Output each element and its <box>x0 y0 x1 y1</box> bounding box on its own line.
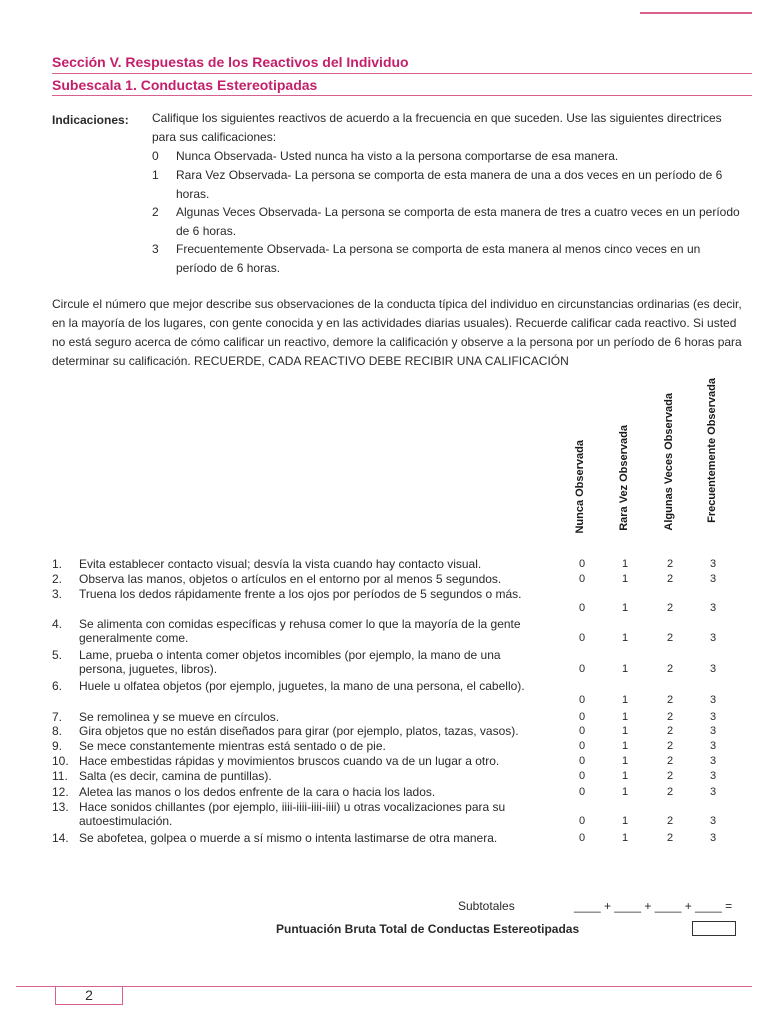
criterion-number: 3 <box>152 242 159 256</box>
column-header-nunca: Nunca Observada <box>574 440 586 534</box>
score-option-1[interactable]: 1 <box>621 558 629 570</box>
item-text: Se remolinea y se mueve en círculos. <box>79 710 280 724</box>
score-option-3[interactable]: 3 <box>709 725 717 737</box>
top-accent-line <box>640 12 752 14</box>
subtotal-blanks[interactable]: ____ + ____ + ____ + ____ = <box>574 899 733 913</box>
score-option-0[interactable]: 0 <box>578 725 586 737</box>
item-text: Truena los dedos rápidamente frente a los ojos por períodos de 5 segundos o más. <box>79 587 522 601</box>
item-text: Huele u olfatea objetos (por ejemplo, juguetes, la mano de una persona, el cabello). <box>79 679 525 693</box>
score-option-1[interactable]: 1 <box>621 815 629 827</box>
score-option-1[interactable]: 1 <box>621 725 629 737</box>
score-option-0[interactable]: 0 <box>578 770 586 782</box>
criterion-text: Algunas Veces Observada- La persona se comporta de esta manera de tres a cuatro veces en un período de 6 horas. <box>176 205 740 238</box>
score-option-3[interactable]: 3 <box>709 602 717 614</box>
score-option-1[interactable]: 1 <box>621 663 629 675</box>
criterion-number: 0 <box>152 149 159 163</box>
instructions-paragraph: Circule el número que mejor describe sus observaciones de la conducta típica del individuo en circunstancias ordinarias (es decir, en la mayoría de los lugares, con gente conocida y en las actividades diarias usuales). Recuerde calificar cada reactivo. Si usted no está seguro acerca de cómo calificar un reactivo, demore la calificación y observe a la persona por un período de 6 horas para determinar su calificación. RECUERDE, CADA REACTIVO DEBE RECIBIR UNA CALIFICACIÓN <box>52 297 742 368</box>
total-score-label: Puntuación Bruta Total de Conductas Estereotipadas <box>276 922 580 936</box>
item-text: Gira objetos que no están diseñados para girar (por ejemplo, platos, tazas, vasos). <box>79 724 519 738</box>
column-header-algunas-veces: Algunas Veces Observada <box>663 393 675 531</box>
score-option-2[interactable]: 2 <box>666 711 674 723</box>
score-option-3[interactable]: 3 <box>709 573 717 585</box>
section-divider <box>52 73 752 74</box>
column-header-rara-vez: Rara Vez Observada <box>618 425 630 531</box>
score-option-0[interactable]: 0 <box>578 663 586 675</box>
score-option-2[interactable]: 2 <box>666 770 674 782</box>
item-number: 4. <box>52 617 63 631</box>
item-number: 11. <box>52 769 68 783</box>
item-number: 14. <box>52 831 69 845</box>
subtotals-label: Subtotales <box>458 899 515 913</box>
item-text: Hace sonidos chillantes (por ejemplo, iiii-iiii-iiii-iiii) u otras vocalizaciones para su autoestimulación. <box>79 800 506 828</box>
item-number: 6. <box>52 679 63 693</box>
score-option-0[interactable]: 0 <box>578 558 586 570</box>
item-text: Salta (es decir, camina de puntillas). <box>79 769 272 783</box>
item-number: 13. <box>52 800 69 814</box>
score-option-3[interactable]: 3 <box>709 694 717 706</box>
score-option-3[interactable]: 3 <box>709 770 717 782</box>
item-number: 3. <box>52 587 63 601</box>
score-option-0[interactable]: 0 <box>578 602 586 614</box>
score-option-2[interactable]: 2 <box>666 573 674 585</box>
score-option-0[interactable]: 0 <box>578 694 586 706</box>
score-option-2[interactable]: 2 <box>666 740 674 752</box>
score-option-2[interactable]: 2 <box>666 786 674 798</box>
score-option-3[interactable]: 3 <box>709 663 717 675</box>
item-number: 7. <box>52 710 63 724</box>
score-option-3[interactable]: 3 <box>709 815 717 827</box>
item-number: 1. <box>52 557 63 571</box>
subscale-title: Subescala 1. Conductas Estereotipadas <box>52 77 318 93</box>
score-option-0[interactable]: 0 <box>578 832 586 844</box>
criterion-text: Rara Vez Observada- La persona se comporta de esta manera de una a dos veces en un período de 6 horas. <box>176 168 723 201</box>
score-option-0[interactable]: 0 <box>578 740 586 752</box>
score-option-2[interactable]: 2 <box>666 832 674 844</box>
item-number: 8. <box>52 724 63 738</box>
score-option-1[interactable]: 1 <box>621 832 629 844</box>
score-option-0[interactable]: 0 <box>578 755 586 767</box>
item-number: 2. <box>52 572 63 586</box>
item-text: Se alimenta con comidas específicas y rehusa comer lo que la mayoría de la gente generalmente come. <box>79 617 521 645</box>
score-option-1[interactable]: 1 <box>621 573 629 585</box>
page-number: 2 <box>55 986 123 1005</box>
total-score-box[interactable] <box>692 921 736 936</box>
criterion-text: Frecuentemente Observada- La persona se comporta de esta manera al menos cinco veces en un período de 6 horas. <box>176 242 701 275</box>
item-number: 12. <box>52 785 69 799</box>
item-text: Aletea las manos o los dedos enfrente de la cara o hacia los lados. <box>79 785 436 799</box>
item-text: Evita establecer contacto visual; desvía la vista cuando hay contacto visual. <box>79 557 482 571</box>
score-option-1[interactable]: 1 <box>621 602 629 614</box>
score-option-1[interactable]: 1 <box>621 786 629 798</box>
score-option-3[interactable]: 3 <box>709 740 717 752</box>
score-option-2[interactable]: 2 <box>666 694 674 706</box>
section-title: Sección V. Respuestas de los Reactivos del Individuo <box>52 54 409 70</box>
score-option-1[interactable]: 1 <box>621 770 629 782</box>
item-number: 10. <box>52 754 69 768</box>
instructions-text: Califique los siguientes reactivos de acuerdo a la frecuencia en que suceden. Use las siguientes directrices para sus calificaciones: <box>152 111 722 144</box>
item-text: Se abofetea, golpea o muerde a sí mismo o intenta lastimarse de otra manera. <box>79 831 498 845</box>
instructions-label: Indicaciones: <box>52 113 129 127</box>
score-option-3[interactable]: 3 <box>709 786 717 798</box>
score-option-1[interactable]: 1 <box>621 755 629 767</box>
criterion-text: Nunca Observada- Usted nunca ha visto a la persona comportarse de esa manera. <box>176 149 619 163</box>
column-header-frecuentemente: Frecuentemente Observada <box>706 378 718 523</box>
score-option-2[interactable]: 2 <box>666 558 674 570</box>
score-option-2[interactable]: 2 <box>666 755 674 767</box>
subscale-divider <box>52 95 752 96</box>
score-option-3[interactable]: 3 <box>709 755 717 767</box>
score-option-1[interactable]: 1 <box>621 694 629 706</box>
criterion-number: 2 <box>152 205 159 219</box>
item-number: 9. <box>52 739 63 753</box>
score-option-0[interactable]: 0 <box>578 573 586 585</box>
score-option-2[interactable]: 2 <box>666 602 674 614</box>
item-text: Observa las manos, objetos o artículos en el entorno por al menos 5 segundos. <box>79 572 502 586</box>
item-text: Lame, prueba o intenta comer objetos incomibles (por ejemplo, la mano de una persona, juguetes, libros). <box>79 648 501 676</box>
score-option-2[interactable]: 2 <box>666 815 674 827</box>
score-option-1[interactable]: 1 <box>621 711 629 723</box>
score-option-1[interactable]: 1 <box>621 740 629 752</box>
bottom-divider <box>16 986 752 987</box>
score-option-0[interactable]: 0 <box>578 632 586 644</box>
score-option-0[interactable]: 0 <box>578 711 586 723</box>
item-number: 5. <box>52 648 63 662</box>
score-option-3[interactable]: 3 <box>709 558 717 570</box>
score-option-2[interactable]: 2 <box>666 725 674 737</box>
item-text: Se mece constantemente mientras está sentado o de pie. <box>79 739 386 753</box>
score-option-0[interactable]: 0 <box>578 786 586 798</box>
score-option-2[interactable]: 2 <box>666 632 674 644</box>
score-option-2[interactable]: 2 <box>666 663 674 675</box>
criterion-number: 1 <box>152 168 159 182</box>
score-option-3[interactable]: 3 <box>709 632 717 644</box>
item-text: Hace embestidas rápidas y movimientos bruscos cuando va de un lugar a otro. <box>79 754 500 768</box>
score-option-0[interactable]: 0 <box>578 815 586 827</box>
score-option-1[interactable]: 1 <box>621 632 629 644</box>
score-option-3[interactable]: 3 <box>709 832 717 844</box>
score-option-3[interactable]: 3 <box>709 711 717 723</box>
